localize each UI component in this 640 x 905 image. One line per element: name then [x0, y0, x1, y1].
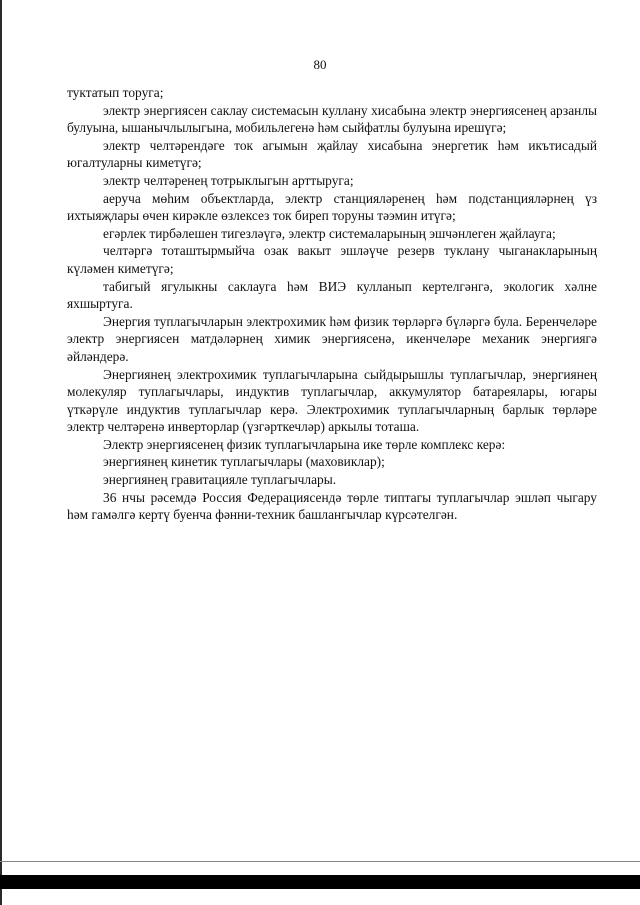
- scan-footer-band: [0, 875, 640, 889]
- paragraph: Энергия туплагычларын электрохимик һәм физик төрләргә бүләргә була. Беренчеләре электр энергиясен матдәләрнең химик энергиясенә, икенчеләре механик энергиягә әйләндерә.: [67, 313, 597, 364]
- paragraph: энергиянең гравитацияле туплагычлары.: [103, 472, 337, 488]
- scan-artifact-line: [0, 861, 640, 862]
- page-edge: [0, 0, 2, 905]
- paragraph: электр челтәрендәге ток агымын җайлау хисабына энергетик һәм икътисадый югалтуларны киметүгә;: [67, 137, 597, 171]
- paragraph: Энергиянең электрохимик туплагычларына сыйдырышлы туплагычлар, энергиянең молекуляр туплагычлары, индуктив туплагычлар, аккумулятор батареялары, югары үткәрүле индуктив туплагычлар керә. Электрохимик туплагычларның барлык төрләре электр челтәренә инверторлар (үзгәрткечләр) аркылы тоташа.: [67, 366, 597, 435]
- paragraph: 36 нчы рәсемдә Россия Федерациясендә төрле типтагы туплагычлар эшләп чыгару һәм гамәлгә кертү буенча фәнни-техник башлангычлар күрсәтелгән.: [67, 489, 597, 523]
- paragraph: аеруча мөһим объектларда, электр станцияләренең һәм подстанцияләрнең үз ихтыяҗлары өчен кирәкле өзлексез ток биреп торуны тәэмин итүгә;: [67, 190, 597, 224]
- paragraph: егәрлек тирбәлешен тигезләүгә, электр системаларының эшчәнлеген җайлауга;: [103, 225, 556, 241]
- paragraph: энергиянең кинетик туплагычлары (маховиклар);: [103, 454, 385, 470]
- paragraph: электр челтәренең тотрыклыгын арттыруга;: [103, 172, 354, 188]
- paragraph: Электр энергиясенең физик туплагычларына ике төрле комплекс керә:: [103, 436, 506, 452]
- paragraph: табигый ягулыкны саклауга һәм ВИЭ кулланып кертелгәнгә, экологик хәлне яхшыртуга.: [67, 278, 597, 312]
- page-number: 80: [313, 57, 327, 72]
- paragraph: челтәргә тоташтырмыйча озак вакыт эшләүче резерв туклану чыганакларының күләмен киметүгә;: [67, 243, 597, 276]
- document-body: [67, 84, 597, 524]
- paragraph: электр энергиясен саклау системасын куллану хисабына электр энергиясенең арзанлы булуына, ышанычлылыгына, мобильлегенә һәм сыйфатлы булуына ирешүгә;: [67, 102, 597, 136]
- paragraph: туктатып торуга;: [67, 85, 164, 100]
